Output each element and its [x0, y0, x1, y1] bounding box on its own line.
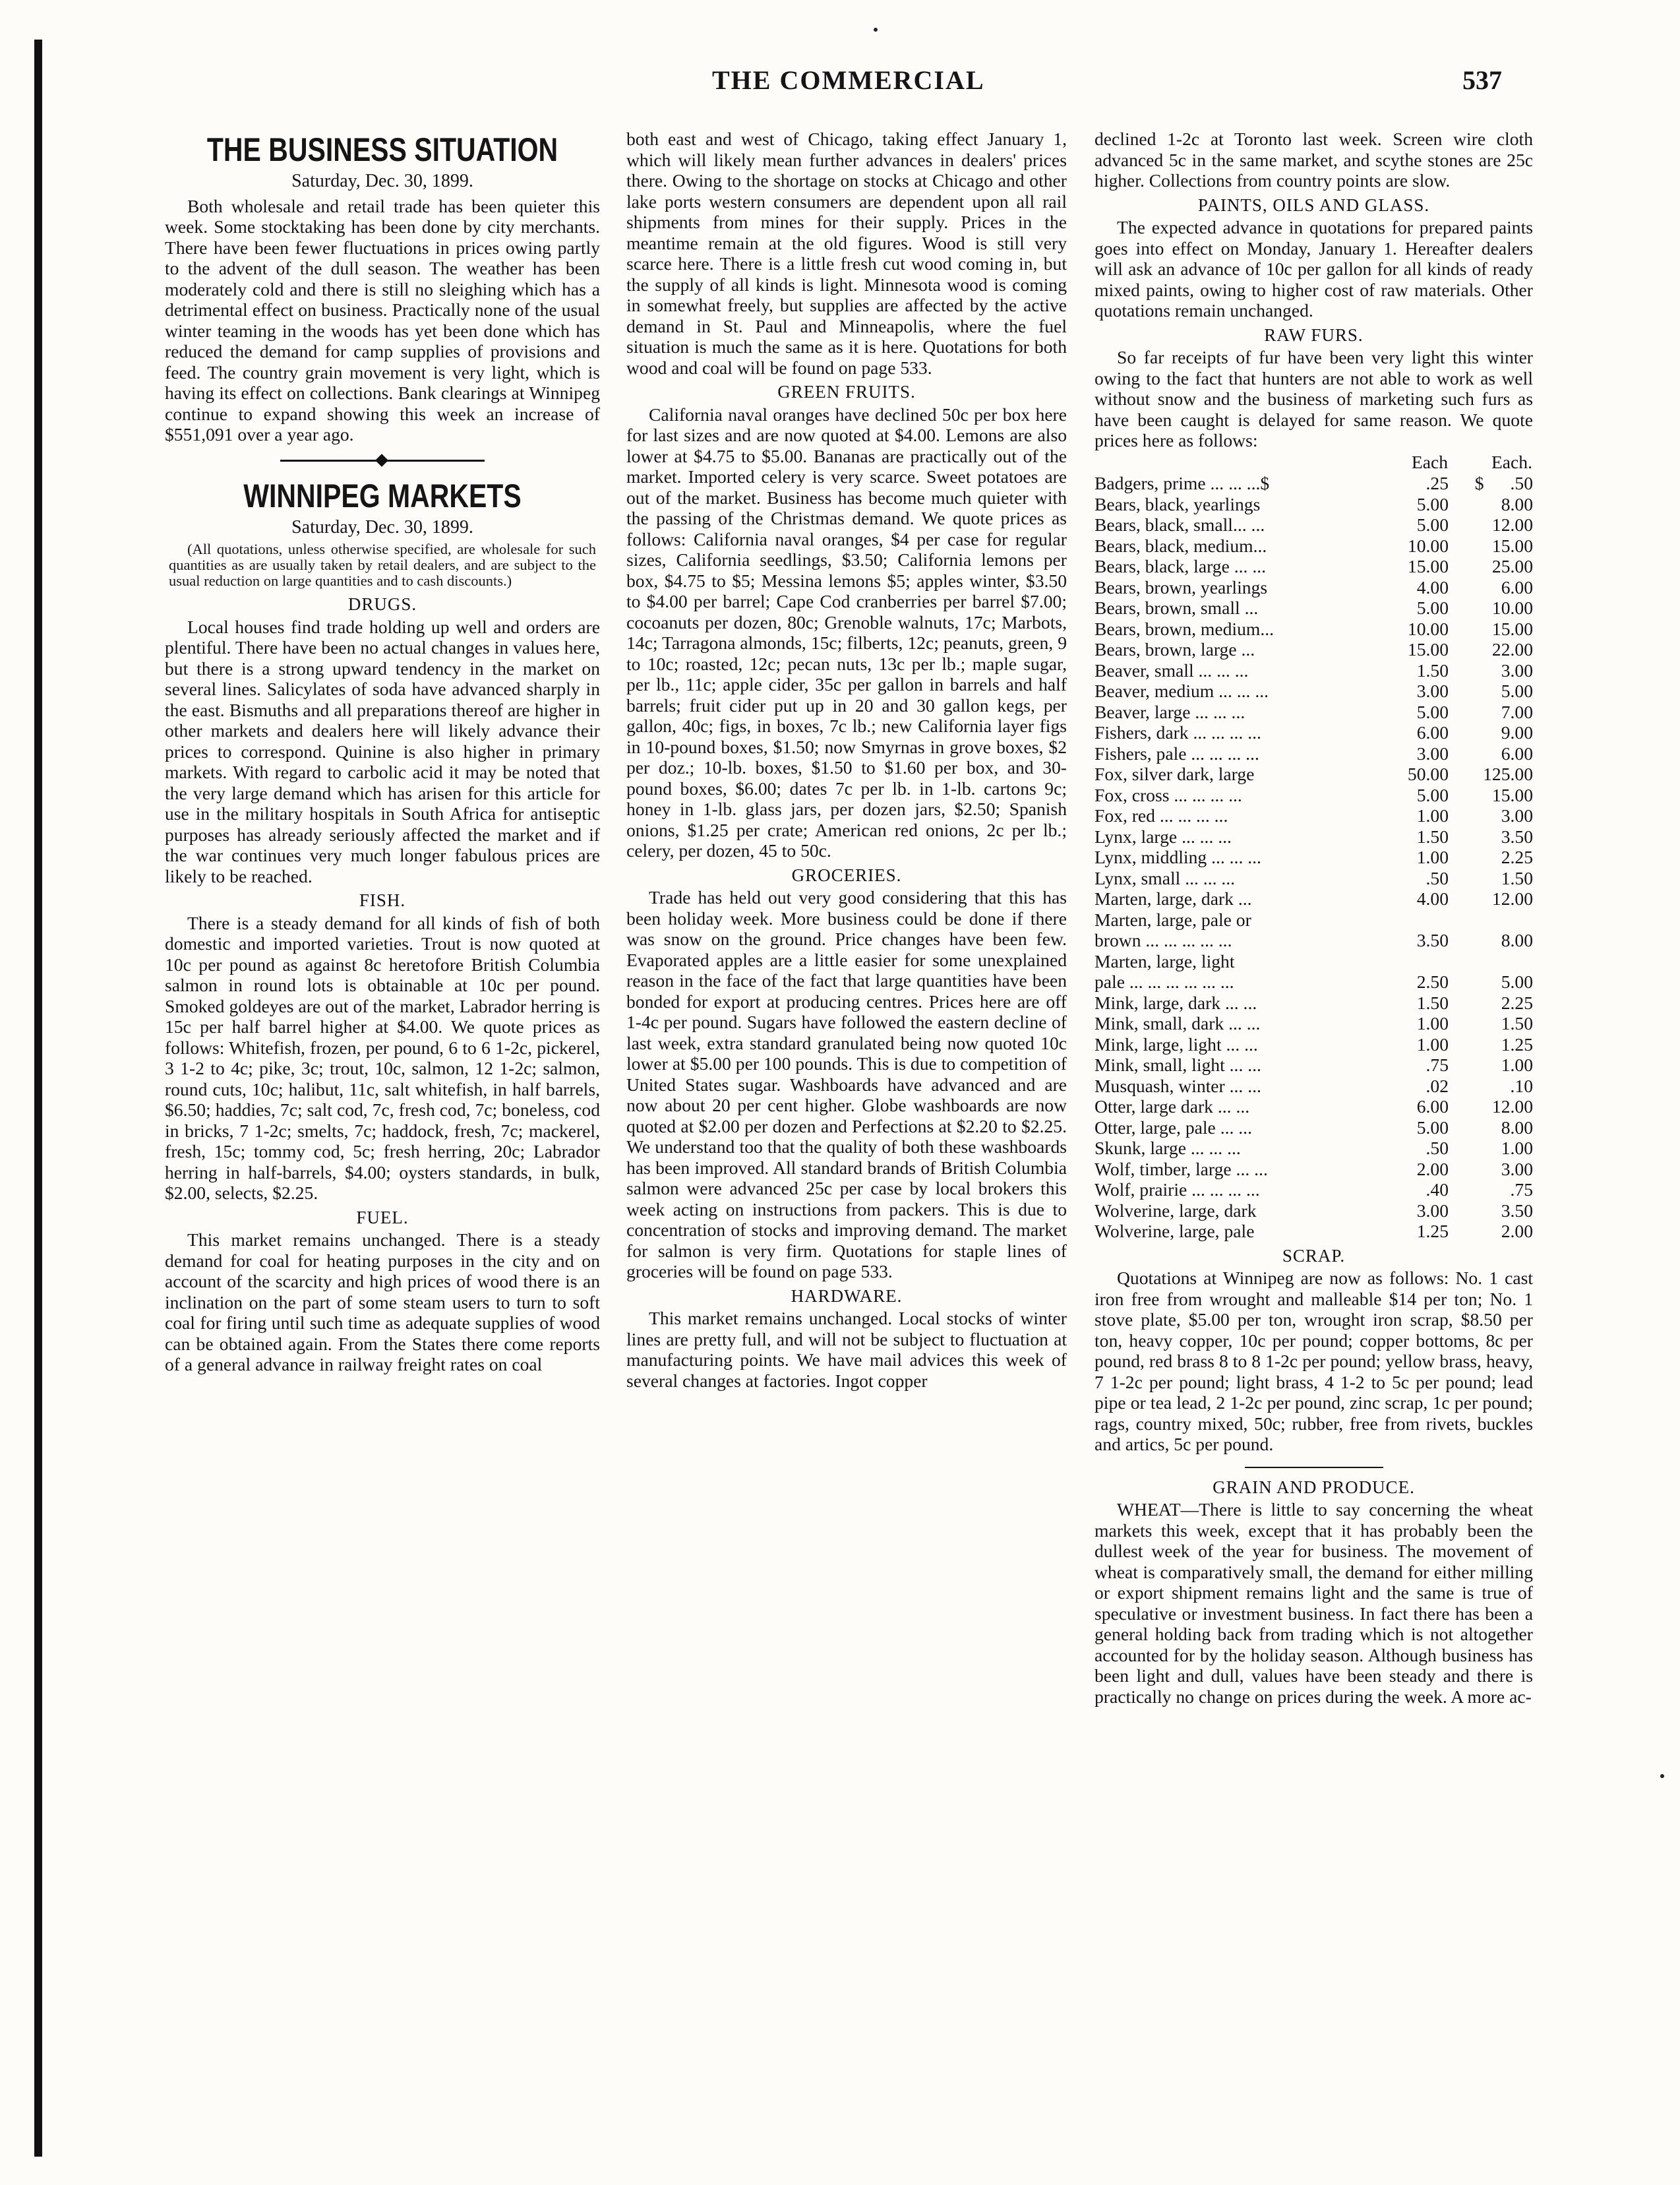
fur-price-b: 22.00 [1491, 639, 1533, 660]
fur-table-row [1095, 556, 1533, 577]
fur-price-a: .50 [1425, 867, 1449, 888]
fur-name: Mink, small, light ... ... [1095, 1055, 1261, 1075]
fish-heading: FISH. [359, 890, 406, 910]
fur-price-a: 15.00 [1407, 556, 1449, 576]
fur-table-row [1095, 743, 1533, 764]
fur-price-b: 3.50 [1501, 1200, 1533, 1221]
fur-price-b: 1.50 [1501, 1013, 1533, 1033]
fur-price-b: 5.00 [1501, 971, 1533, 992]
fur-name: Wolf, prairie ... ... ... ... [1095, 1179, 1260, 1200]
fur-price-b: 10.00 [1491, 598, 1533, 618]
fur-name: Fishers, pale ... ... ... ... [1095, 743, 1259, 764]
fur-price-b: 2.25 [1501, 992, 1533, 1013]
running-header-title: THE COMMERCIAL [712, 65, 985, 95]
page-number: 537 [1462, 65, 1502, 95]
paints-text: The expected advance in quotations for prepared paints goes into effect on Monday, January 1. Hereafter dealers will ask an advance of 10c per gallon for all kinds of ready mixed paints, owing to higher cost of raw materials. Other quotations remain unchanged. [1095, 217, 1533, 321]
fur-price-b: 3.50 [1501, 826, 1533, 847]
fur-table-row [1095, 785, 1533, 806]
fur-price-a: 4.00 [1416, 888, 1449, 909]
fur-price-a: .75 [1425, 1055, 1449, 1075]
column-1 [165, 129, 600, 1375]
fur-price-a: 5.00 [1416, 493, 1449, 514]
raw-furs-heading: RAW FURS. [1264, 324, 1364, 345]
fur-price-b: 6.00 [1501, 576, 1533, 598]
fur-table-row [1095, 1159, 1533, 1180]
fish-text: There is a steady demand for all kinds of fish of both domestic and imported varieties. Trout is now quoted at 10c per pound as against 8c heretofore British Columbia salmon in round lots is obtainable at 10c per pound. Smoked goldeyes are out of the market, Labrador herring is 15c per half barrel higher at $4.00. We quote prices as follows: Whitefish, frozen, per pound, 6 to 6 1-2c, pickerel, 3 1-2 to 4c; pike, 3c; trout, 10c, salmon, 12 1-2c; salmon, round cuts, 10c; halibut, 11c, salt whitefish, in half barrels, $6.50; haddies, 7c; salt cod, 7c, fresh cod, 7c; boneless, cod in bricks, 7 1-2c; smelts, 7c; haddock, fresh, 7c; mackerel, fresh, 15c; tommy cod, 5c; fresh herring, 20c; Labrador herring in half-barrels, $4.00; oysters standards, in bulk, $2.00, selects, $2.25. [165, 912, 600, 1203]
winnipeg-markets-title: WINNIPEG MARKETS [243, 477, 522, 514]
fur-price-a: 5.00 [1416, 514, 1449, 535]
fur-name: Wolverine, large, dark [1095, 1200, 1257, 1221]
fur-price-b: 7.00 [1501, 701, 1533, 722]
fur-table-row [1095, 868, 1533, 889]
fur-col-b-header: Each. [1491, 451, 1532, 472]
fur-table-row [1095, 1117, 1533, 1138]
fur-price-b: 6.00 [1501, 743, 1533, 764]
fur-table-row [1095, 660, 1533, 681]
fur-name: Beaver, small ... ... ... [1095, 660, 1249, 681]
fur-table-row [1095, 619, 1533, 640]
fur-price-b: 125.00 [1483, 764, 1533, 784]
fur-table-body [1095, 473, 1533, 1242]
fur-price-a: .25 [1425, 473, 1449, 493]
hardware-continued-text: declined 1-2c at Toronto last week. Screen wire cloth advanced 5c in the same market, and scythe stones are 25c higher. Collections from country points are slow. [1095, 129, 1533, 191]
speck-mark [874, 28, 878, 32]
fur-price-a: 3.00 [1416, 743, 1449, 764]
fur-table-row [1095, 536, 1533, 557]
fur-name: Bears, black, medium... [1095, 535, 1267, 556]
fur-price-b: 9.00 [1501, 722, 1533, 743]
fur-name: Mink, large, dark ... ... [1095, 992, 1257, 1013]
green-fruits-text: California naval oranges have declined 50c per box here for last sizes and are now quoted at $4.00. Lemons are also lower at $4.75 to $5.00. Bananas are practically out of the market. Imported celery is very scarce. Sweet potatoes are out of the market. Business has become much quieter with the passing of the Christmas demand. We quote prices as follows: California naval oranges, $4 per case for regular sizes, California seedlings, $3.50; California lemons per box, $4.75 to $5; Messina lemons $5; apples winter, $3.50 to $4.00 per barrel; Cape Cod cranberries per barrel $7.00; cocoanuts per dozen, 80c; Grenoble walnuts, 17c; Marbots, 14c; Tarragona almonds, 15c; filberts, 12c; peanuts, green, 9 to 10c; roasted, 12c; pecan nuts, 13c per lb.; maple sugar, per lb., 11c; apple cider, 35c per gallon in barrels and half barrels; fruit cider put up in 20 and 30 gallon kegs, per gallon, 40c; figs, in boxes, 7c lb.; new California layer figs in 10-pound boxes, $1.50; now Smyrnas in grove boxes, $2 per doz.; 10-lb. boxes, $1.50 to $1.60 per box, and 30-pound boxes, $6.00; dates 7c per lb. in 1-lb. cartons 9c; honey in 1-lb. glass jars, per dozen jars, $2.50; Spanish onions, $1.25 per crate; American red onions, 2c per lb.; celery, per dozen, 45 to 50c. [626, 404, 1067, 861]
fur-name: Fox, silver dark, large [1095, 764, 1255, 784]
fur-price-a: 1.00 [1416, 847, 1449, 867]
fur-table-row [1095, 1221, 1533, 1242]
fur-table-row [1095, 888, 1533, 909]
fur-name: Mink, small, dark ... ... [1095, 1013, 1261, 1033]
section-rule [1245, 1467, 1383, 1468]
fur-name: Beaver, medium ... ... ... [1095, 681, 1269, 701]
fur-name: pale ... ... ... ... ... ... [1095, 971, 1234, 992]
fur-name: Musquash, winter ... ... [1095, 1075, 1261, 1096]
fur-price-a [1377, 951, 1449, 972]
fur-name: Bears, black, small... ... [1095, 514, 1265, 535]
fur-name: Fishers, dark ... ... ... ... [1095, 722, 1261, 743]
fur-name: Fox, red ... ... ... ... [1095, 805, 1228, 826]
fur-price-b: 8.00 [1501, 1117, 1533, 1138]
business-date: Saturday, Dec. 30, 1899. [291, 171, 473, 191]
fur-price-a: 5.00 [1416, 1117, 1449, 1138]
fur-table-row [1095, 971, 1533, 993]
fur-name: Otter, large, pale ... ... [1095, 1117, 1252, 1138]
fur-table-row [1095, 805, 1533, 826]
fur-table-row [1095, 1034, 1533, 1055]
business-text: Both wholesale and retail trade has been quieter this week. Some stocktaking has been done by city merchants. There have been fewer fluctuations in prices owing partly to the advent of the dull season. The weather has been moderately cold and there is still no sleighing which has a detrimental effect on business. Practically none of the usual winter teaming in the woods has yet been done which has reduced the demand for camp supplies of provisions and feed. The country grain movement is very light, which is having its effect on collections. Bank clearings at Winnipeg continue to expand showing this week an increase of $551,091 over a year ago. [165, 195, 600, 445]
fur-table-row [1095, 951, 1533, 972]
fur-price-b: .10 [1510, 1075, 1533, 1096]
fur-table-header [1095, 451, 1533, 474]
fur-name: Bears, black, large ... ... [1095, 556, 1267, 576]
fur-table-row [1095, 722, 1533, 743]
fur-price-b: 1.50 [1501, 867, 1533, 888]
fur-price-b: 12.00 [1491, 888, 1533, 909]
fur-name: Lynx, middling ... ... ... [1095, 847, 1261, 867]
fur-price-a: 6.00 [1416, 722, 1449, 743]
fur-name: Otter, large dark ... ... [1095, 1096, 1250, 1117]
fuel-text: This market remains unchanged. There is a steady demand for coal for heating purposes in the city and on account of the scarcity and high prices of wood there is an inclination on the part of some steam users to turn to soft coal for firing until such time as adequate supplies of wood can be obtained again. From the States there come reports of a general advance in railway freight rates on coal [165, 1229, 600, 1374]
fur-name: Beaver, large ... ... ... [1095, 701, 1245, 722]
grain-heading: GRAIN AND PRODUCE. [1213, 1477, 1415, 1497]
groceries-heading: GROCERIES. [791, 865, 902, 885]
fur-price-b: 1.00 [1501, 1138, 1533, 1158]
fur-name: Bears, brown, yearlings [1095, 576, 1268, 598]
fur-price-a: 50.00 [1407, 764, 1449, 784]
fur-table-row [1095, 1076, 1533, 1097]
fuel-continued-text: both east and west of Chicago, taking effect January 1, which will likely mean further advances in dealers' prices there. Owing to the shortage on stocks at Chicago and other lake ports western consumers are dependent upon all rail shipments from mines for their supply. Prices in the meantime remain at the old figures. Wood is still very scarce here. There is a little fresh cut wood coming in, but the supply of all kinds is light. Minnesota wood is coming in somewhat freely, but supplies are affected by the active demand in St. Paul and Minneapolis, where the fuel situation is much the same as it is here. Quotations for both wood and coal will be found on page 533. [626, 129, 1067, 378]
fur-table-row [1095, 909, 1533, 931]
fur-table-row [1095, 494, 1533, 515]
markets-note: (All quotations, unless otherwise specified, are wholesale for such quantities as are usually taken by retail dealers, and are subject to the usual reduction on large quantities and to cash discounts.) [169, 541, 596, 589]
fur-price-b: 15.00 [1491, 618, 1533, 639]
fur-price-a: 10.00 [1407, 535, 1449, 556]
fur-table-row [1095, 681, 1533, 702]
hardware-heading: HARDWARE. [791, 1285, 903, 1306]
fur-price-b [1449, 909, 1533, 931]
fur-table-row [1095, 1013, 1533, 1034]
fur-table-row [1095, 473, 1533, 494]
fur-price-b: 15.00 [1491, 535, 1533, 556]
fur-table-row [1095, 826, 1533, 847]
fur-name: Lynx, large ... ... ... [1095, 826, 1232, 847]
fur-price-b: 3.00 [1501, 660, 1533, 681]
groceries-text: Trade has held out very good considering that this has been holiday week. More business could be done if there was snow on the ground. Price changes have been few. Evaporated apples are a little easier for some unexplained reason in the face of the fact that large quantities have been bonded for export at producing centres. Prices here are off 1-4c per pound. Sugars have followed the eastern decline of last week, extra standard granulated being now quoted 10c lower at $5.00 per 100 pounds. This is due to competition of United States sugar. Washboards have advanced and are now about 20 per cent higher. Globe washboards are now quoted at $2.00 per dozen and Perfections at $2.20 to $2.25. We understand too that the quality of both these washboards has been improved. All standard brands of British Columbia salmon were advanced 25c per case by local brokers this week acting on instructions from packers. This is due to concentration of stocks and improving demand. The market for salmon is very firm. Quotations for staple lines of groceries will be found on page 533. [626, 887, 1067, 1281]
fur-table-row [1095, 1179, 1533, 1200]
fur-name: Bears, brown, large ... [1095, 639, 1255, 660]
drugs-heading: DRUGS. [347, 594, 417, 614]
fur-dollar-sign: $ [1474, 473, 1484, 493]
fur-price-a: 5.00 [1416, 784, 1449, 805]
fur-table-row [1095, 514, 1533, 536]
fur-name: Marten, large, dark ... [1095, 888, 1252, 909]
fur-table-row [1095, 639, 1533, 660]
fur-table-row [1095, 577, 1533, 598]
fur-price-a: 4.00 [1416, 576, 1449, 598]
fur-table-row [1095, 764, 1533, 785]
fur-price-a: .50 [1425, 1138, 1449, 1158]
fur-price-b: 5.00 [1501, 681, 1533, 701]
column-2 [626, 129, 1067, 1391]
fur-name: Wolf, timber, large ... ... [1095, 1158, 1268, 1179]
fur-price-a: 1.00 [1416, 1013, 1449, 1033]
fur-price-a: 5.00 [1416, 598, 1449, 618]
fur-price-a: 6.00 [1416, 1096, 1449, 1117]
fur-name: Mink, large, light ... ... [1095, 1033, 1258, 1055]
paints-heading: PAINTS, OILS AND GLASS. [1197, 195, 1430, 215]
fur-table-row [1095, 598, 1533, 619]
fur-price-a: .02 [1425, 1075, 1449, 1096]
fur-name: brown ... ... ... ... ... [1095, 930, 1232, 950]
fur-price-b: 1.25 [1501, 1033, 1533, 1055]
fur-price-b: 12.00 [1491, 1096, 1533, 1117]
fur-name: Marten, large, light [1095, 950, 1235, 971]
scrap-heading: SCRAP. [1282, 1245, 1346, 1266]
fur-name: Fox, cross ... ... ... ... [1095, 784, 1242, 805]
fur-name: Bears, black, yearlings [1095, 493, 1261, 514]
fur-price-a: .40 [1425, 1179, 1449, 1200]
fur-price-a: 2.50 [1416, 971, 1449, 992]
scrap-text: Quotations at Winnipeg are now as follows: No. 1 cast iron free from wrought and malleable $14 per ton; No. 1 stove plate, $5.00 per ton, wrought iron scrap, $8.50 per ton, heavy copper, 10c per pound; copper bottoms, 8c per pound, red brass 8 to 8 1-2c per pound; yellow brass, heavy, 7 1-2c per pound; light brass, 4 1-2 to 5c per pound; lead pipe or tea lead, 2 1-2c per pound, zinc scrap, 1c per pound; rags, country mixed, 50c; rubber, free from rivets, buckles and artics, 5c per pound. [1095, 1268, 1533, 1454]
fur-table-row [1095, 1138, 1533, 1159]
hardware-text: This market remains unchanged. Local stocks of winter lines are pretty full, and will not be subject to fluctuation at manufacturing points. We have mail advices this week of several changes at factories. Ingot copper [626, 1308, 1067, 1391]
fur-price-a: 15.00 [1407, 639, 1449, 660]
fuel-heading: FUEL. [356, 1207, 409, 1227]
fur-name: Lynx, small ... ... ... [1095, 867, 1236, 888]
fur-price-a: 1.00 [1416, 1033, 1449, 1055]
fur-price-a: 1.50 [1416, 660, 1449, 681]
fur-price-b-value: .50 [1510, 473, 1533, 493]
markets-date: Saturday, Dec. 30, 1899. [291, 516, 473, 538]
fur-table-row [1095, 1055, 1533, 1076]
fur-price-a: 1.25 [1416, 1221, 1449, 1241]
fur-price-a: 1.00 [1416, 805, 1449, 826]
fur-price-a: 10.00 [1407, 618, 1449, 639]
fur-name: Skunk, large ... ... ... [1095, 1138, 1241, 1158]
fur-price-a: 1.50 [1416, 992, 1449, 1013]
fur-price-a: 2.00 [1416, 1158, 1449, 1179]
fur-price-a: 1.50 [1416, 826, 1449, 847]
page-spine-bar [34, 40, 42, 2157]
fur-table-row [1095, 702, 1533, 723]
grain-text: WHEAT—There is little to say concerning the wheat markets this week, except that it has probably been the dullest week of the year for business. The movement of wheat is comparatively small, the demand for either milling or export shipment remains light and the same is true of speculative or investment business. In fact there has been a general holding back from trading which is not altogether accounted for by the holiday season. Although business has been light and dull, values have been steady and there is practically no change on prices during the week. A more ac- [1095, 1499, 1533, 1707]
fur-table-row [1095, 993, 1533, 1014]
fur-price-b: 3.00 [1501, 1158, 1533, 1179]
drugs-text: Local houses find trade holding up well and orders are plentiful. There have been no actual changes in values here, but there is a strong upward tendency in the market on several lines. Salicylates of soda have advanced sharply in the east. Bismuths and all preparations thereof are higher in other markets and dealers here will likely advance their prices to correspond. Quinine is also higher in primary markets. With regard to carbolic acid it may be noted that the very large demand which has arisen for this article for use in the military hospitals in South Africa for antiseptic purposes has already seriously affected the market and if the war continues very much longer fabulous prices are likely to be reached. [165, 616, 600, 886]
fur-price-b: 2.00 [1501, 1221, 1533, 1241]
fur-table-row [1095, 847, 1533, 868]
fur-price-b: 2.25 [1501, 847, 1533, 867]
fur-price-a [1377, 909, 1449, 931]
fur-price-table [1095, 451, 1533, 1242]
speck-mark [1660, 1774, 1664, 1778]
fur-name: Badgers, prime ... ... ...$ [1095, 473, 1270, 493]
fur-price-a: 3.00 [1416, 1200, 1449, 1221]
fur-table-row [1095, 1096, 1533, 1117]
fur-price-a: 3.00 [1416, 681, 1449, 701]
fur-price-b: 8.00 [1501, 930, 1533, 950]
fur-price-b: 12.00 [1491, 514, 1533, 535]
fur-price-b: 8.00 [1501, 493, 1533, 514]
fur-price-b [1449, 951, 1533, 972]
green-fruits-heading: GREEN FRUITS. [777, 382, 916, 402]
fur-name: Bears, brown, small ... [1095, 598, 1259, 618]
fur-col-a-header: Each [1411, 451, 1448, 472]
raw-furs-text: So far receipts of fur have been very light this winter owing to the fact that hunters are not able to work as well without snow and the business of marketing such furs as have been caught is delayed for same reason. We quote prices here as follows: [1095, 347, 1533, 450]
fur-price-b: 25.00 [1491, 556, 1533, 576]
fur-price-b: .75 [1510, 1179, 1533, 1200]
fur-price-b: 1.00 [1501, 1055, 1533, 1075]
fur-price-a: 3.50 [1416, 930, 1449, 950]
fur-name: Marten, large, pale or [1095, 909, 1251, 930]
fur-price-a: 5.00 [1416, 701, 1449, 722]
fur-name: Wolverine, large, pale [1095, 1221, 1255, 1241]
fur-name: Bears, brown, medium... [1095, 618, 1275, 639]
section-separator [280, 460, 485, 462]
fur-table-row [1095, 1200, 1533, 1221]
business-situation-title: THE BUSINESS SITUATION [206, 131, 558, 168]
fur-table-row [1095, 930, 1533, 951]
column-3 [1095, 129, 1533, 1707]
fur-price-b [1449, 473, 1533, 494]
fur-price-b: 15.00 [1491, 784, 1533, 805]
fur-price-b: 3.00 [1501, 805, 1533, 826]
